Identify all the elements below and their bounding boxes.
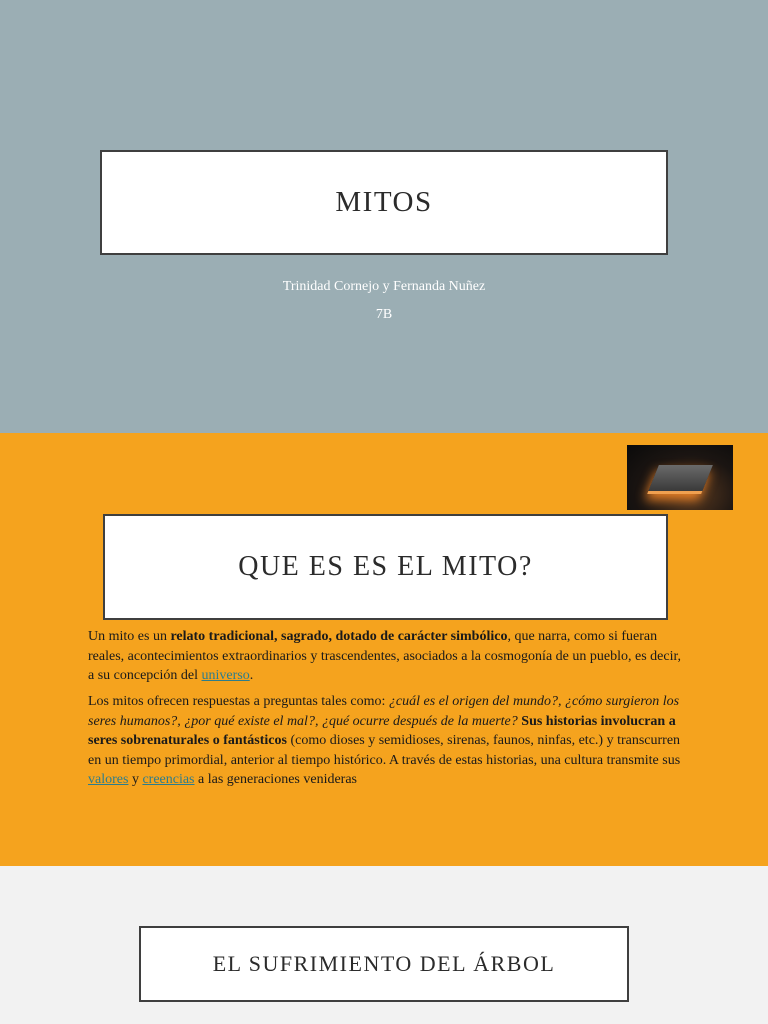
title-box-que-es <box>103 514 668 620</box>
slide-sufrimiento-arbol <box>0 866 768 1024</box>
text-run: a las generaciones venideras <box>194 772 357 787</box>
text-run: y <box>128 772 143 787</box>
bold-text: Sus historias involucran a seres sobrenaturales o fantásticos <box>88 713 676 748</box>
text-run: , que narra, como si fueran reales, acontecimientos extraordinarios y trascendentes, asociados a la cosmogonía de un pueblo, es decir, a su concepción del <box>88 629 682 683</box>
questions-paragraph <box>88 692 688 790</box>
text-run: Los mitos ofrecen respuestas a preguntas tales como: <box>88 694 389 709</box>
title-box-mitos <box>100 150 668 255</box>
slide-que-es-el-mito <box>0 433 768 866</box>
author-names: Trinidad Cornejo y Fernanda Nuñez <box>282 279 486 294</box>
text-run: . <box>249 668 254 683</box>
grade-label: 7B <box>375 307 393 322</box>
text-run: (como dioses y semidioses, sirenas, faunos, ninfas, etc.) y transcurren en un tiempo primordial, anterior al tiempo histórico. A través de estas historias, una cultura transmite sus <box>88 733 681 768</box>
valores-link[interactable]: valores <box>88 772 129 787</box>
bold-text: relato tradicional, sagrado, dotado de carácter simbólico <box>170 629 508 644</box>
definition-paragraph <box>88 627 688 686</box>
slide-title: MITOS <box>335 186 433 218</box>
italic-questions: ¿cuál es el origen del mundo?, ¿cómo surgieron los seres humanos?, ¿por qué existe el mal?, ¿qué ocurre después de la muerte? <box>88 694 680 729</box>
slide-title: QUE ES ES EL MITO? <box>238 551 533 582</box>
slide-title-mitos <box>0 0 768 433</box>
creencias-link[interactable]: creencias <box>142 772 195 787</box>
glowing-book-icon <box>627 445 733 510</box>
slide-title: EL SUFRIMIENTO DEL ÁRBOL <box>212 951 556 976</box>
text-run: Un mito es un <box>88 629 171 644</box>
universo-link[interactable]: universo <box>201 668 250 683</box>
title-box-sufrimiento <box>139 926 629 1002</box>
book-shape <box>647 465 713 494</box>
